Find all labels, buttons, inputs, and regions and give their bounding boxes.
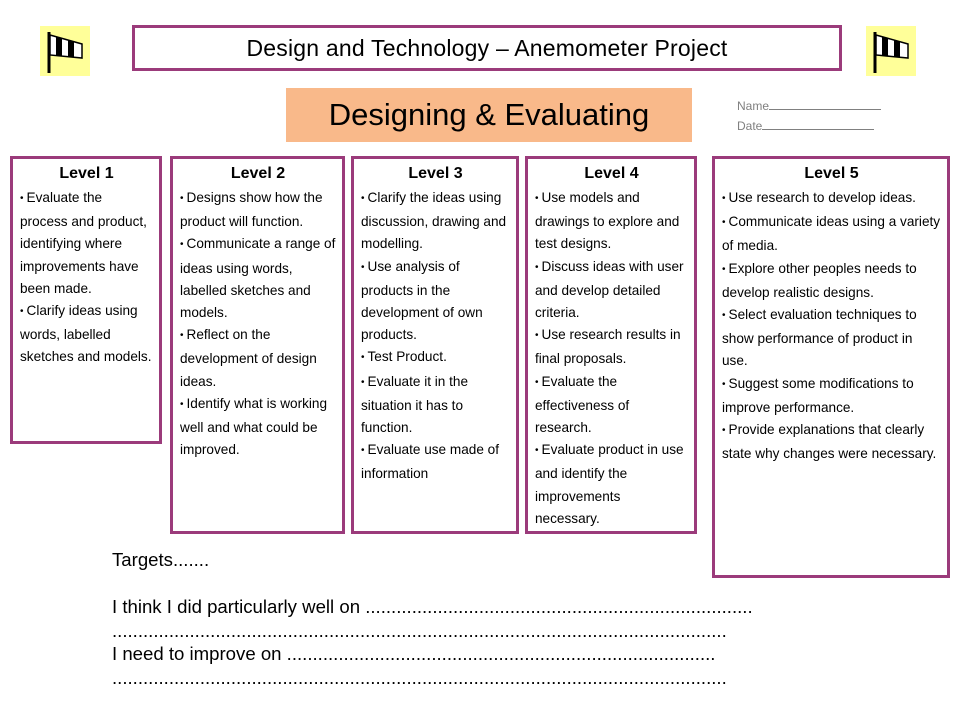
name-date-fields [737,96,881,136]
criteria-item: • Clarify the ideas using discussion, drawing and modelling. [361,187,510,256]
criteria-item: • Provide explanations that clearly state why changes were necessary. [722,419,941,465]
improve-on-line[interactable]: I need to improve on ................................................................................... [112,643,716,665]
level-3-box [351,156,519,534]
criteria-item: • Evaluate the process and product, identifying where improvements have been made. [20,187,153,300]
level-1-box [10,156,162,444]
page-subtitle-text: Designing & Evaluating [328,97,650,132]
level-criteria-list [20,187,153,369]
level-criteria-list [722,187,941,465]
criteria-item: • Designs show how the product will function. [180,187,336,233]
did-well-line[interactable]: I think I did particularly well on ........................................................................... [112,596,753,618]
name-label: Name [737,99,770,113]
level-heading: Level 4 [584,165,639,182]
level-heading: Level 2 [230,165,286,182]
page-title [132,25,842,71]
targets-heading: Targets....... [112,549,210,570]
level-heading: Level 3 [408,165,463,182]
level-criteria-list [180,187,336,461]
page-title-text: Design and Technology – Anemometer Project [246,34,728,61]
criteria-item: • Test Product. [361,346,510,370]
level-criteria-list [361,187,510,486]
criteria-item: • Evaluate use made of information [361,439,510,485]
targets-section [112,548,892,690]
criteria-item: • Identify what is working well and what could be improved. [180,393,336,462]
dotted-line[interactable]: ....................................................................................................................... [112,619,727,641]
criteria-item: • Evaluate it in the situation it has to function. [361,371,510,440]
blank-line [112,572,892,596]
criteria-item: • Use research results in final proposals. [535,324,688,370]
level-4-box [525,156,697,534]
criteria-item: • Explore other peoples needs to develop realistic designs. [722,258,941,304]
windsock-icon [40,26,90,76]
windsock-icon [866,26,916,76]
criteria-item: • Discuss ideas with user and develop detailed criteria. [535,256,688,325]
criteria-item: • Reflect on the development of design ideas. [180,324,336,393]
name-line [769,97,881,110]
level-2-box [170,156,345,534]
date-line [762,117,874,130]
level-criteria-list [535,187,688,530]
page-subtitle [286,88,692,142]
criteria-item: • Use analysis of products in the development of own products. [361,256,510,347]
date-field [737,116,881,136]
criteria-item: • Use research to develop ideas. [722,187,941,211]
name-field [737,96,881,116]
criteria-item: • Use models and drawings to explore and test designs. [535,187,688,256]
level-heading: Level 1 [59,165,114,182]
criteria-item: • Evaluate the effectiveness of research. [535,371,688,440]
level-5-box [712,156,950,578]
criteria-item: • Select evaluation techniques to show performance of product in use. [722,304,941,373]
criteria-item: • Communicate a range of ideas using words, labelled sketches and models. [180,233,336,324]
date-label: Date [737,119,763,133]
level-heading: Level 5 [804,165,859,182]
dotted-line[interactable]: ....................................................................................................................... [112,666,727,688]
criteria-item: • Communicate ideas using a variety of media. [722,211,941,257]
criteria-item: • Clarify ideas using words, labelled sketches and models. [20,300,153,369]
criteria-item: • Evaluate product in use and identify the improvements necessary. [535,439,688,530]
criteria-item: • Suggest some modifications to improve performance. [722,373,941,419]
